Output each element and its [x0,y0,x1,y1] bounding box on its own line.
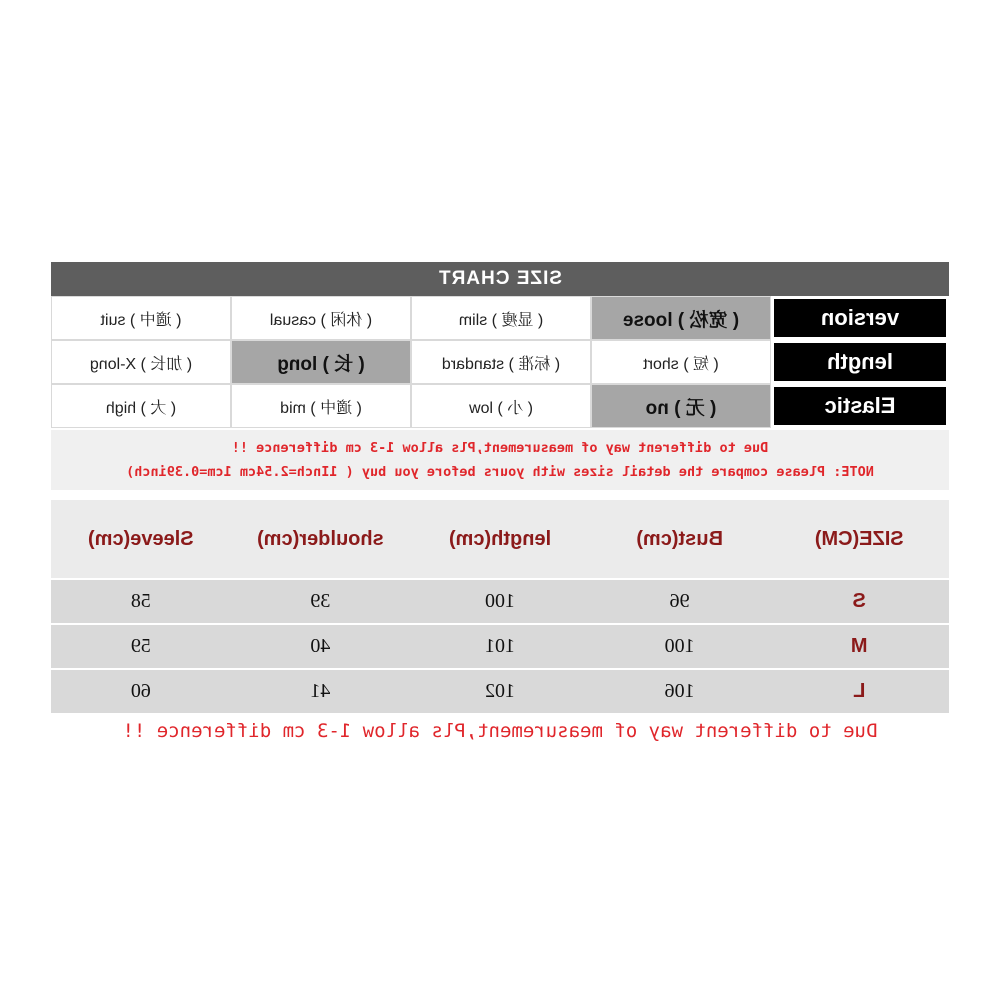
table-row [51,625,949,668]
attribute-option-selected: ( 无 ) no [591,384,771,428]
attribute-label: length [771,340,949,384]
header-bust: Bust(cm) [636,527,723,550]
table-row [51,580,949,623]
attribute-option: ( 小 ) low [411,384,591,428]
size-cell: M [850,635,868,657]
bust-cell: 100 [664,635,695,657]
size-cell: L [853,680,866,702]
attribute-option: ( 短 ) short [591,340,771,384]
footer-note: Due to different way of measurement,Pls allow 1-3 cm difference !! [122,720,878,742]
header-sleeve: Sleeve(cm) [88,527,194,550]
measurement-notes [51,430,949,490]
sleeve-cell: 58 [130,590,151,612]
sleeve-cell: 59 [130,635,151,657]
shoulder-cell: 40 [310,635,331,657]
shoulder-cell: 41 [310,680,331,702]
header-length: length(cm) [448,527,552,550]
attribute-option: ( 显瘦 ) slim [411,296,591,340]
bust-cell: 106 [664,680,695,702]
attribute-label: version [771,296,949,340]
size-cell: S [852,590,866,612]
size-chart [51,262,949,749]
size-table-header [51,500,949,578]
attribute-option-selected: ( 长 ) long [231,340,411,384]
table-row [51,670,949,713]
attribute-option: ( 标准 ) standard [411,340,591,384]
attribute-option: ( 適中 ) suit [51,296,231,340]
header-size: SIZE(CM) [814,527,904,550]
attribute-row-version [51,296,949,340]
attribute-row-length [51,340,949,384]
attribute-option-selected: ( 宽松 ) loose [591,296,771,340]
attribute-row-elastic [51,384,949,428]
attribute-grid [51,296,949,428]
attribute-option: ( 大 ) high [51,384,231,428]
note-line-2: NOTE: Please compare the detail sizes with yours before you buy ( 1Inch=2.54cm 1cm=0.39inch) [126,464,874,480]
attribute-option: ( 適中 ) mid [231,384,411,428]
header-shoulder: shoulder(cm) [257,527,384,550]
attribute-option: ( 休闲 ) casual [231,296,411,340]
bust-cell: 96 [669,590,690,612]
length-cell: 100 [485,590,516,612]
length-cell: 101 [485,635,516,657]
note-line-1: Due to different way of measurement,Pls allow 1-3 cm difference !! [231,440,769,456]
attribute-label: Elastic [771,384,949,428]
sleeve-cell: 60 [130,680,151,702]
attribute-option: ( 加长 ) X-long [51,340,231,384]
length-cell: 102 [485,680,516,702]
shoulder-cell: 39 [310,590,331,612]
chart-title: SIZE CHART [51,262,949,296]
